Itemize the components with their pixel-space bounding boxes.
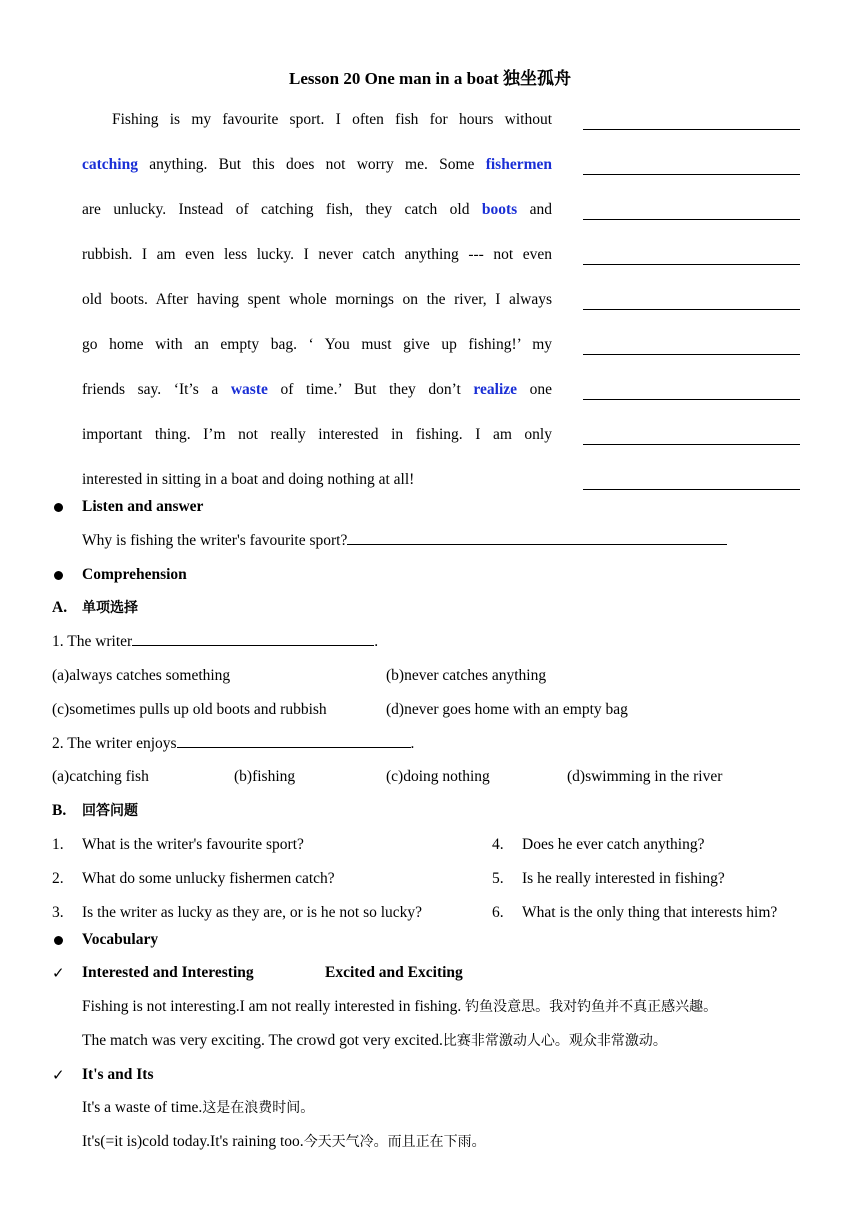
writing-line[interactable]	[583, 398, 800, 400]
passage-line	[82, 199, 552, 221]
bullet-icon	[54, 503, 63, 512]
question-number: 4.	[492, 836, 504, 853]
period: .	[374, 633, 379, 650]
passage-line	[82, 379, 552, 401]
q1-option-d[interactable]: (d)never goes home with an empty bag	[386, 701, 628, 718]
keyword: boots	[481, 201, 518, 218]
answer-blank[interactable]	[177, 733, 411, 748]
writing-line[interactable]	[583, 353, 800, 355]
writing-line[interactable]	[583, 263, 800, 265]
writing-line[interactable]	[583, 218, 800, 220]
passage-text: important thing. I’m not really interested in fishing. I am only	[82, 426, 552, 443]
question-1-text: 1. The writer	[52, 633, 133, 650]
passage-text: of time.’ But they don’t	[267, 381, 474, 398]
passage-text: interested in sitting in a boat and doing nothing at all!	[82, 471, 415, 488]
keyword: fishermen	[485, 156, 552, 173]
passage-line	[82, 244, 552, 266]
example-en: It's a waste of time.	[82, 1099, 203, 1116]
checkmark-icon: ✓	[52, 1066, 65, 1084]
comprehension-heading: Comprehension	[82, 566, 187, 583]
bullet-icon	[54, 571, 63, 580]
passage-text: friends say. ‘It’s a	[82, 381, 231, 398]
q2-option-b[interactable]: (b)fishing	[234, 768, 296, 785]
vocabulary-heading: Vocabulary	[82, 931, 159, 948]
writing-line[interactable]	[583, 443, 800, 445]
question-text: Does he ever catch anything?	[522, 836, 705, 853]
question-number: 1.	[52, 836, 64, 853]
passage-text: and	[517, 201, 552, 218]
example-cn: 钓鱼没意思。我对钓鱼并不真正感兴趣。	[465, 999, 718, 1015]
question-text: What is the writer's favourite sport?	[82, 836, 304, 853]
question-number: 2.	[52, 870, 64, 887]
vocab-example-2	[82, 1030, 667, 1052]
keyword: catching	[82, 156, 138, 173]
listen-question-text: Why is fishing the writer's favourite sport?	[82, 532, 348, 549]
question-2	[52, 733, 414, 755]
passage-line	[82, 424, 552, 446]
question-text: What is the only thing that interests him?	[522, 904, 778, 921]
question-text: Is he really interested in fishing?	[522, 870, 725, 887]
question-number: 6.	[492, 904, 504, 921]
keyword: realize	[473, 381, 518, 398]
vocab-item-1-title-b: Excited and Exciting	[325, 964, 463, 981]
keyword: waste	[230, 381, 268, 398]
checkmark-icon: ✓	[52, 964, 65, 982]
example-en: The match was very exciting. The crowd got very excited.	[82, 1032, 443, 1049]
q2-option-d[interactable]: (d)swimming in the river	[567, 768, 723, 785]
q2-option-c[interactable]: (c)doing nothing	[386, 768, 490, 785]
section-b-title: 回答问题	[82, 803, 138, 819]
q2-option-a[interactable]: (a)catching fish	[52, 768, 149, 785]
passage-text: are unlucky. Instead of catching fish, they catch old	[82, 201, 482, 218]
vocab-item-1-title-a: Interested and Interesting	[82, 964, 254, 981]
passage-line	[82, 109, 552, 131]
section-a-title: 单项选择	[82, 600, 138, 616]
bullet-icon	[54, 936, 63, 945]
writing-line[interactable]	[583, 173, 800, 175]
listen-question	[82, 530, 727, 552]
example-en: Fishing is not interesting.I am not really interested in fishing.	[82, 998, 466, 1015]
passage-text: anything. But this does not worry me. Some	[137, 156, 486, 173]
example-cn: 这是在浪费时间。	[202, 1100, 315, 1116]
passage-text: one	[517, 381, 553, 398]
example-cn: 今天天气冷。而且正在下雨。	[303, 1134, 486, 1150]
question-2-text: 2. The writer enjoys	[52, 735, 177, 752]
example-cn: 比赛非常激动人心。观众非常激动。	[442, 1033, 667, 1049]
section-b-label: B.	[52, 802, 67, 819]
passage-line	[82, 289, 552, 311]
q1-option-a[interactable]: (a)always catches something	[52, 667, 231, 684]
vocab-example-1	[82, 996, 717, 1018]
writing-line[interactable]	[583, 488, 800, 490]
q1-option-c[interactable]: (c)sometimes pulls up old boots and rubbish	[52, 701, 327, 718]
passage-text: old boots. After having spent whole mornings on the river, I always	[82, 291, 552, 308]
question-text: Is the writer as lucky as they are, or is he not so lucky?	[82, 904, 423, 921]
passage-text: rubbish. I am even less lucky. I never catch anything --- not even	[82, 246, 552, 263]
period: .	[410, 735, 415, 752]
page-title: Lesson 20 One man in a boat 独坐孤舟	[289, 69, 571, 88]
question-text: What do some unlucky fishermen catch?	[82, 870, 335, 887]
listen-heading: Listen and answer	[82, 498, 204, 515]
section-a-label: A.	[52, 599, 68, 616]
writing-line[interactable]	[583, 128, 800, 130]
passage-text: go home with an empty bag. ‘ You must give up fishing!’ my	[82, 336, 552, 353]
vocab-example-4	[82, 1131, 486, 1153]
answer-blank[interactable]	[347, 530, 727, 545]
writing-line[interactable]	[583, 308, 800, 310]
question-number: 3.	[52, 904, 64, 921]
passage-text: Fishing is my favourite sport. I often fish for hours without	[112, 111, 552, 128]
question-number: 5.	[492, 870, 504, 887]
q1-option-b[interactable]: (b)never catches anything	[386, 667, 547, 684]
vocab-item-2-title: It's and Its	[82, 1066, 154, 1083]
example-en: It's(=it is)cold today.It's raining too.	[82, 1133, 304, 1150]
passage-line	[82, 154, 552, 176]
vocab-example-3	[82, 1097, 314, 1119]
question-1	[52, 631, 378, 653]
passage-line	[82, 334, 552, 356]
answer-blank[interactable]	[132, 631, 374, 646]
passage-line	[82, 469, 552, 491]
